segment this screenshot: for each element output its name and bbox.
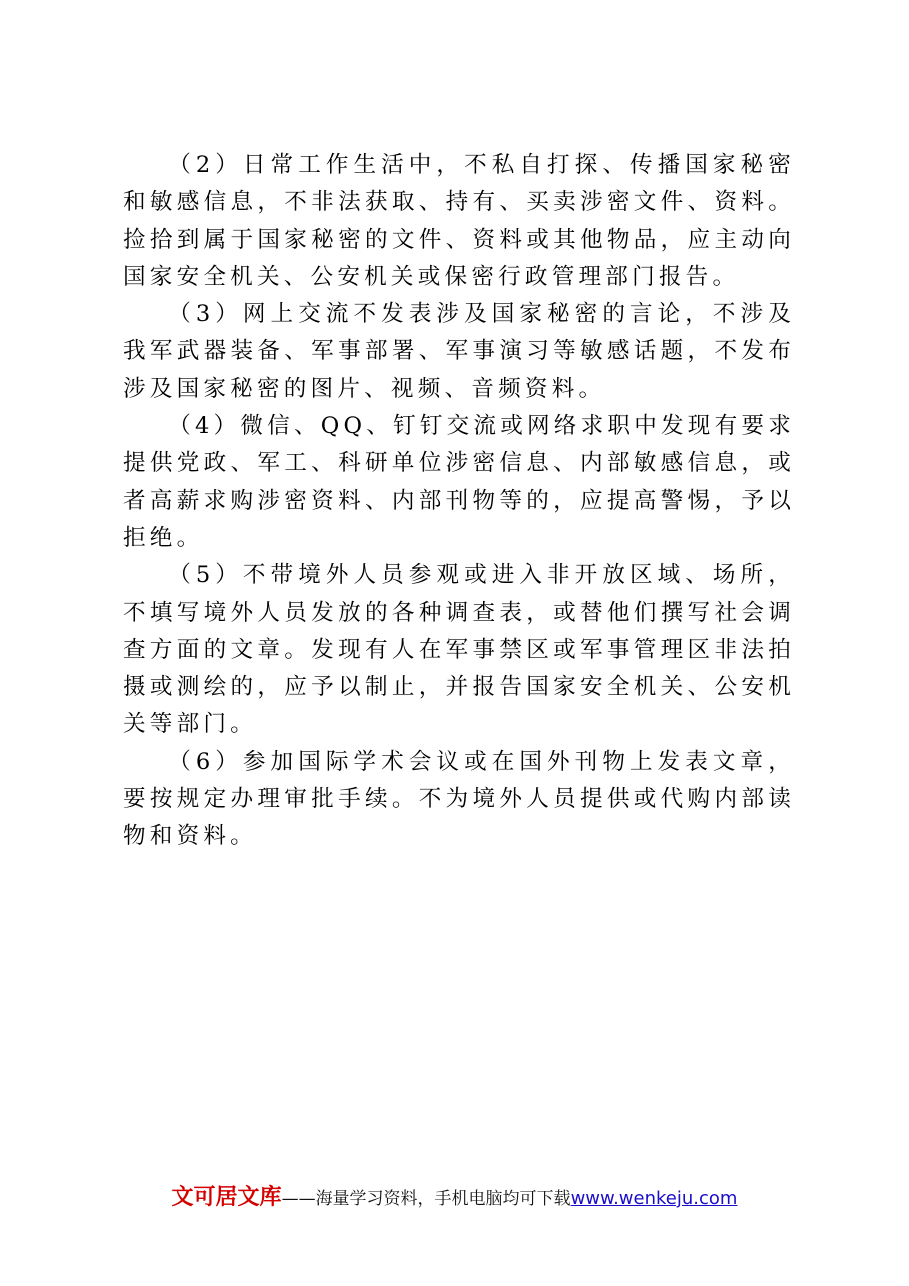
paragraph-item-2: （2）日常工作生活中，不私自打探、传播国家秘密和敏感信息，不非法获取、持有、买卖涉密文件、资料。捡拾到属于国家秘密的文件、资料或其他物品，应主动向国家安全机关、公安机关或保密行政管理部门报告。 xyxy=(123,152,795,290)
paragraph-item-6: （6）参加国际学术会议或在国外刊物上发表文章，要按规定办理审批手续。不为境外人员提供或代购内部读物和资料。 xyxy=(123,748,795,850)
brand-name: 文可居文库 xyxy=(171,1185,282,1210)
paragraph-item-5: （5）不带境外人员参观或进入非开放区域、场所，不填写境外人员发放的各种调查表，或替他们撰写社会调查方面的文章。发现有人在军事禁区或军事管理区非法拍摄或测绘的，应予以制止，并报告国家安全机关、公安机关等部门。 xyxy=(123,562,795,738)
paragraph-item-4: （4）微信、QQ、钉钉交流或网络求职中发现有要求提供党政、军工、科研单位涉密信息、内部敏感信息，或者高薪求购涉密资料、内部刊物等的，应提高警惕，予以拒绝。 xyxy=(123,413,795,551)
document-body xyxy=(123,147,795,856)
website-link[interactable]: www.wenkeju.com xyxy=(570,1188,738,1209)
footer-banner xyxy=(0,1180,909,1211)
paragraph-item-3: （3）网上交流不发表涉及国家秘密的言论，不涉及我军武器装备、军事部署、军事演习等敏感话题，不发布涉及国家秘密的图片、视频、音频资料。 xyxy=(123,301,795,402)
footer-slogan: ——海量学习资料，手机电脑均可下载 xyxy=(281,1189,571,1209)
